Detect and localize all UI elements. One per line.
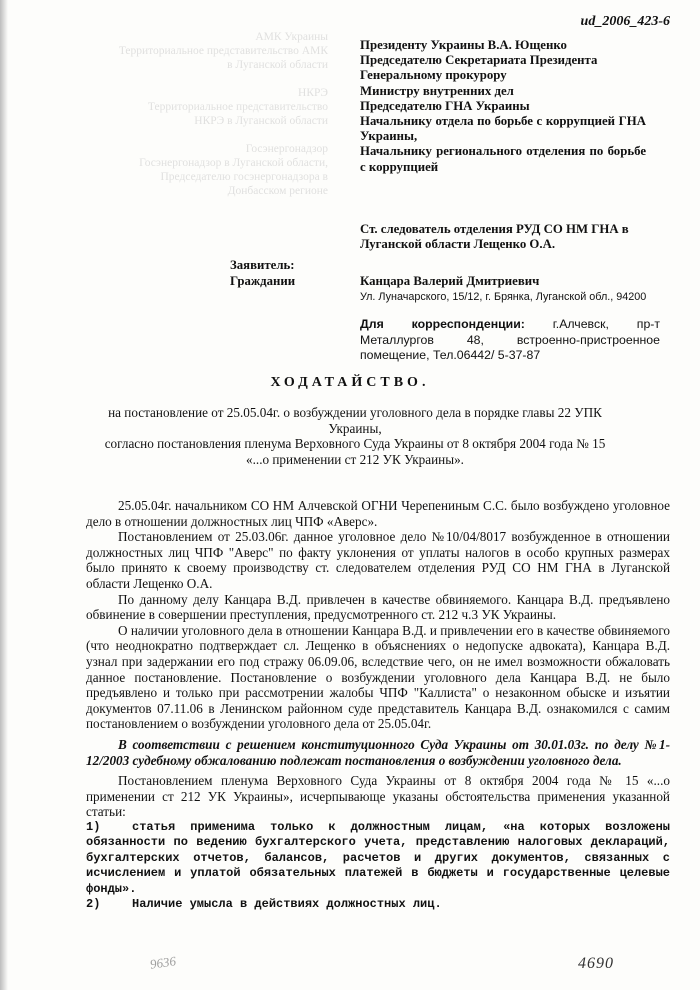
addressee-block [360, 38, 646, 175]
applicant-label: Заявитель: [230, 258, 295, 272]
document-id: ud_2006_423-6 [580, 14, 670, 29]
emphasis-paragraph: В соответствии с решением конституционного Суда Украины от 30.01.03г. по делу №1-12/2003 судебному обжалованию подлежат постановления о возбуждении уголовного дела. [86, 736, 670, 768]
subject-block [100, 405, 610, 467]
list-item [86, 897, 670, 912]
ghost-line: Госэнергонадзор [245, 143, 328, 155]
correspondence-block [360, 317, 660, 364]
investigator-addressee: Ст. следователь отделения РУД СО НМ ГНА в Луганской области Лещенко О.А. [360, 222, 629, 252]
bleed-through-text [28, 30, 328, 198]
ghost-line: НКРЭ [298, 87, 328, 99]
list-number: 2) [86, 896, 101, 911]
scan-edge-shadow [0, 0, 8, 990]
correspondence-label: Для корреспонденции: [360, 317, 525, 331]
document-body [86, 498, 670, 912]
addressee: Председателю Секретариата Президента [360, 53, 598, 68]
ghost-line: Госэнергонадзор в Луганской области, [139, 157, 328, 169]
ghost-line: Председателю госэнергонадзора в [160, 171, 328, 183]
ghost-line: НКРЭ в Луганской области [194, 115, 328, 127]
ghost-line: Донбасском регионе [227, 185, 328, 197]
paragraph: Постановлением пленума Верховного Суда Украины от 8 октября 2004 года № 15 «...о применении ст 212 УК Украины», исчерпывающе указаны обстоятельства применения указанной статьи: [86, 773, 670, 820]
list-text: статья применима только к должностным лицам, «на которых возложены обязанности по ведению бухгалтерского учета, представлению налоговых деклараций, бухгалтерских отчетов, балансов, расчетов и других документов, связанных с исчислением и уплатой обязательных платежей в бюджеты и государственные целевые фонды». [86, 819, 670, 896]
handwritten-page-number: 4690 [578, 955, 614, 972]
addressee: Начальнику регионального отделения по борьбе с коррупцией [360, 144, 646, 174]
paragraph: По данному делу Канцара В.Д. привлечен в качестве обвиняемого. Канцара В.Д. предъявлено обвинение в совершении преступления, предусмотренного ст. 212 ч.3 УК Украины. [86, 591, 670, 623]
list-number: 1) [86, 819, 101, 834]
subject-line: согласно постановления пленума Верховного Суда Украины от 8 октября 2004 года № 15 «...о применении ст 212 УК Украины». [104, 436, 606, 467]
document-title: ХОДАТАЙСТВО. [270, 375, 430, 390]
faint-stamp: 9636 [149, 953, 177, 972]
citizen-label: Граждании [230, 274, 296, 288]
addressee: Президенту Украины В.А. Ющенко [360, 38, 567, 52]
paragraph: О наличии уголовного дела в отношении Канцара В.Д. и привлечении его в качестве обвиняемого (что неоднократно подтверждает сл. Лещенко в объяснениях о недопуске адвоката), Канцара В.Д. узнал при задержании его под стражу 06.09.06, вследствие чего, он не имел возможности обжаловать данное постановление. Постановление о возбуждении уголовного дела Канцара В.Д. не было предъявлено и только при рассмотрении жалобы ЧПФ "Каллиста" о незаконном обыске и изъятии документов 07.11.06 в Ленинском районном суде представитель Канцара В.Д. ознакомился с самим постановлением о возбуждении уголовного дела от 25.05.04г. [86, 622, 670, 732]
list-item [86, 820, 670, 897]
applicant-name: Канцара Валерий Дмитриевич [360, 274, 540, 288]
addressee: Генеральному прокурору [360, 68, 507, 83]
addressee: Председателю ГНА Украины [360, 98, 530, 113]
applicant-address: Ул. Луначарского, 15/12, г. Брянка, Луганской обл., 94200 [360, 291, 647, 303]
addressee: Министру внутренних дел [360, 83, 514, 98]
ghost-line: в Луганской области [227, 59, 328, 71]
ghost-line: Территориальное представительство АМК [118, 45, 328, 57]
list-text: Наличие умысла в действиях должностных лиц. [132, 896, 442, 911]
addressee: Начальнику отдела по борьбе с коррупцией ГНА Украины, [360, 114, 646, 144]
ghost-line: АМК Украины [255, 31, 328, 43]
correspondence-address: г.Алчевск, пр-т Металлургов 48, встроенно-пристроенное помещение, Тел.06442/ 5-37-87 [360, 317, 661, 362]
paragraph: Постановлением от 25.03.06г. данное уголовное дело №10/04/8017 возбужденное в отношении должностных лиц ЧПФ "Аверс" по факту уклонения от уплаты налогов в особо крупных размерах было принято к своему производству ст. следователем отделения РУД СО НМ ГНА в Луганской области Лещенко О.А. [86, 529, 670, 591]
subject-line: на постановление от 25.05.04г. о возбуждении уголовного дела в порядке главы 22 УПК Украины, [108, 405, 602, 436]
ghost-line: Территориальное представительство [147, 101, 328, 113]
paragraph: 25.05.04г. начальником СО НМ Алчевской ОГНИ Черепениным С.С. было возбуждено уголовное дело в отношении должностных лиц ЧПФ «Аверс». [86, 498, 670, 529]
